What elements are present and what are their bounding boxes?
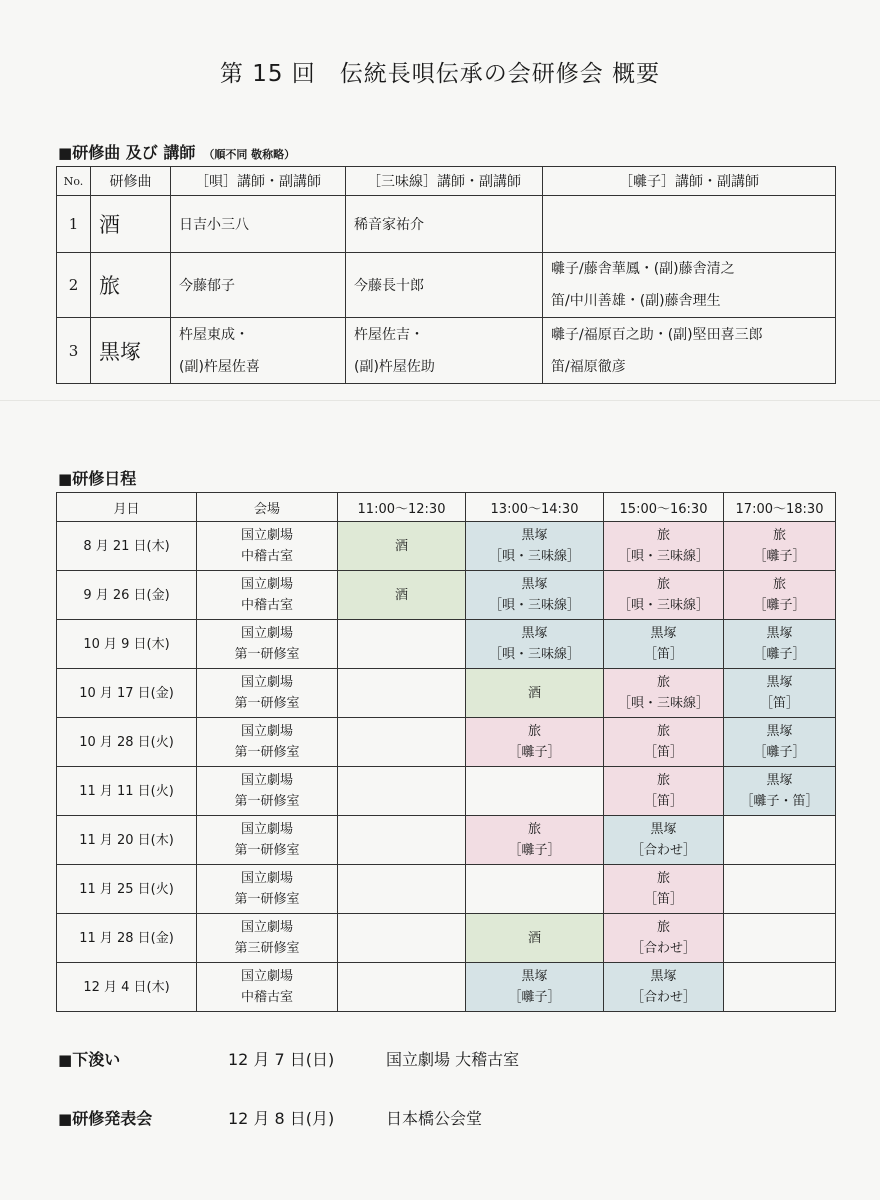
section-label: 研修日程 xyxy=(72,469,137,488)
schedule-row xyxy=(57,914,836,963)
slot-part: ［囃子］ xyxy=(508,745,561,760)
schedule-slot xyxy=(466,620,604,669)
slot-song: 旅 xyxy=(527,724,541,739)
slot-song: 旅 xyxy=(527,822,541,837)
slot-part: ［唄・三味線］ xyxy=(488,598,580,613)
hayashi-teachers xyxy=(543,196,836,253)
schedule-header xyxy=(57,493,836,522)
schedule-row xyxy=(57,571,836,620)
schedule-slot xyxy=(604,816,724,865)
row-number: 3 xyxy=(57,318,91,384)
slot-song: 黒塚 xyxy=(766,626,793,641)
shamisen-teacher-name: 今藤長十郎 xyxy=(354,278,424,294)
schedule-slot xyxy=(338,767,466,816)
schedule-slot xyxy=(724,963,836,1012)
slot-song: 酒 xyxy=(527,930,541,946)
schedule-row xyxy=(57,718,836,767)
shamisen-teachers xyxy=(346,196,543,253)
shamisen-teachers xyxy=(346,318,543,384)
venue-line: 第一研修室 xyxy=(234,794,300,809)
uta-teacher-name: 日吉小三八 xyxy=(179,217,249,233)
schedule-venue xyxy=(197,669,338,718)
uta-teachers xyxy=(171,196,346,253)
schedule-slot xyxy=(338,963,466,1012)
venue-line: 国立劇場 xyxy=(240,773,293,788)
schedule-slot xyxy=(338,718,466,767)
venue-line: 第一研修室 xyxy=(234,892,300,907)
slot-part: ［笛］ xyxy=(643,892,683,907)
slot-part: ［笛］ xyxy=(643,647,683,662)
slot-song: 旅 xyxy=(656,675,670,690)
schedule-row xyxy=(57,767,836,816)
row-number: 1 xyxy=(57,196,91,253)
slot-part: ［囃子］ xyxy=(753,549,806,564)
schedule-venue xyxy=(197,865,338,914)
schedule-slot xyxy=(604,620,724,669)
teacher-row xyxy=(57,318,836,384)
slot-song: 黒塚 xyxy=(650,626,677,641)
schedule-slot xyxy=(466,963,604,1012)
song-name: 旅 xyxy=(91,253,171,318)
schedule-slot xyxy=(724,767,836,816)
slot-song: 黒塚 xyxy=(521,528,548,543)
venue-line: 中稽古室 xyxy=(240,598,293,613)
schedule-slot xyxy=(604,571,724,620)
slot-part: ［囃子・笛］ xyxy=(740,794,819,809)
square-bullet-icon: ■ xyxy=(58,470,73,488)
header-uta: ［唄］講師・副講師 xyxy=(171,167,346,196)
schedule-venue xyxy=(197,620,338,669)
row-number: 2 xyxy=(57,253,91,318)
schedule-venue xyxy=(197,571,338,620)
header-slot-1: 11:00〜12:30 xyxy=(338,493,466,522)
slot-song: 黒塚 xyxy=(521,969,548,984)
song-name: 黒塚 xyxy=(91,318,171,384)
slot-song: 黒塚 xyxy=(521,577,548,592)
slot-song: 酒 xyxy=(394,587,408,603)
schedule-slot xyxy=(604,767,724,816)
schedule-slot xyxy=(724,865,836,914)
page-title: 第 15 回 伝統長唄伝承の会研修会 概要 xyxy=(219,61,661,87)
uta-teachers xyxy=(171,253,346,318)
schedule-venue xyxy=(197,914,338,963)
slot-song: 旅 xyxy=(772,528,786,543)
schedule-slot xyxy=(724,718,836,767)
presentation-place: 日本橋公会堂 xyxy=(386,1109,483,1128)
slot-part: ［唄・三味線］ xyxy=(617,598,709,613)
slot-part: ［笛］ xyxy=(643,794,683,809)
schedule-slot xyxy=(604,522,724,571)
teacher-table-header xyxy=(57,167,836,196)
venue-line: 国立劇場 xyxy=(240,626,293,641)
header-date: 月日 xyxy=(57,493,197,522)
presentation-line xyxy=(58,1106,482,1129)
venue-line: 第一研修室 xyxy=(234,647,300,662)
header-no: No. xyxy=(57,167,91,196)
schedule-slot xyxy=(338,620,466,669)
uta-teacher-name: (副)杵屋佐喜 xyxy=(179,358,260,375)
square-bullet-icon: ■ xyxy=(58,1051,73,1069)
venue-line: 国立劇場 xyxy=(240,528,293,543)
rehearsal-date: 12 月 7 日(日) xyxy=(228,1050,335,1069)
schedule-slot xyxy=(466,522,604,571)
venue-line: 第一研修室 xyxy=(234,843,300,858)
venue-line: 第一研修室 xyxy=(234,745,300,760)
schedule-venue xyxy=(197,767,338,816)
shamisen-teacher-name: (副)杵屋佐助 xyxy=(354,358,435,375)
slot-song: 旅 xyxy=(656,577,670,592)
venue-line: 国立劇場 xyxy=(240,675,293,690)
slot-song: 旅 xyxy=(656,920,670,935)
slot-part: ［唄・三味線］ xyxy=(617,696,709,711)
schedule-slot xyxy=(466,718,604,767)
header-slot-3: 15:00〜16:30 xyxy=(604,493,724,522)
slot-part: ［囃子］ xyxy=(753,745,806,760)
venue-line: 第三研修室 xyxy=(234,941,300,956)
schedule-slot xyxy=(724,522,836,571)
slot-song: 酒 xyxy=(527,685,541,701)
square-bullet-icon: ■ xyxy=(58,1110,73,1128)
schedule-row xyxy=(57,963,836,1012)
teacher-table xyxy=(56,166,836,384)
schedule-slot xyxy=(466,669,604,718)
schedule-date: 12 月 4 日(木) xyxy=(57,963,197,1012)
section-heading-songs xyxy=(58,140,295,163)
slot-part: ［笛］ xyxy=(643,745,683,760)
slot-part: ［囃子］ xyxy=(508,843,561,858)
rehearsal-place: 国立劇場 大稽古室 xyxy=(386,1050,520,1069)
rehearsal-line xyxy=(58,1047,519,1070)
schedule-slot xyxy=(604,963,724,1012)
schedule-slot xyxy=(466,571,604,620)
slot-part: ［合わせ］ xyxy=(630,843,696,858)
venue-line: 第一研修室 xyxy=(234,696,300,711)
schedule-slot xyxy=(724,669,836,718)
song-name: 酒 xyxy=(91,196,171,253)
schedule-slot xyxy=(604,865,724,914)
schedule-slot xyxy=(466,816,604,865)
header-slot-2: 13:00〜14:30 xyxy=(466,493,604,522)
venue-line: 国立劇場 xyxy=(240,822,293,837)
schedule-date: 11 月 20 日(木) xyxy=(57,816,197,865)
presentation-label: 研修発表会 xyxy=(72,1109,153,1128)
slot-song: 旅 xyxy=(656,528,670,543)
schedule-slot xyxy=(338,669,466,718)
schedule-row xyxy=(57,865,836,914)
venue-line: 国立劇場 xyxy=(240,871,293,886)
uta-teachers xyxy=(171,318,346,384)
slot-song: 黒塚 xyxy=(650,969,677,984)
slot-part: ［合わせ］ xyxy=(630,941,696,956)
schedule-date: 8 月 21 日(木) xyxy=(57,522,197,571)
venue-line: 国立劇場 xyxy=(240,969,293,984)
slot-song: 旅 xyxy=(656,773,670,788)
schedule-date: 10 月 28 日(火) xyxy=(57,718,197,767)
schedule-row xyxy=(57,522,836,571)
hayashi-teacher-name: 笛/中川善雄・(副)藤舎理生 xyxy=(551,293,721,309)
schedule-date: 10 月 17 日(金) xyxy=(57,669,197,718)
schedule-row xyxy=(57,669,836,718)
hayashi-teachers xyxy=(543,318,836,384)
schedule-date: 9 月 26 日(金) xyxy=(57,571,197,620)
presentation-date: 12 月 8 日(月) xyxy=(228,1109,335,1128)
section-label: 研修曲 及び 講師 xyxy=(72,143,196,162)
schedule-venue xyxy=(197,718,338,767)
slot-song: 黒塚 xyxy=(766,675,793,690)
header-slot-4: 17:00〜18:30 xyxy=(724,493,836,522)
schedule-slot xyxy=(724,620,836,669)
slot-part: ［囃子］ xyxy=(753,647,806,662)
teacher-row xyxy=(57,196,836,253)
schedule-slot xyxy=(338,865,466,914)
schedule-slot xyxy=(724,914,836,963)
hayashi-teacher-name: 笛/福原徹彦 xyxy=(551,358,626,375)
schedule-venue xyxy=(197,963,338,1012)
venue-line: 国立劇場 xyxy=(240,920,293,935)
schedule-table xyxy=(56,492,836,1012)
slot-song: 黒塚 xyxy=(766,724,793,739)
venue-line: 国立劇場 xyxy=(240,724,293,739)
header-song: 研修曲 xyxy=(91,167,171,196)
slot-part: ［唄・三味線］ xyxy=(488,647,580,662)
slot-song: 旅 xyxy=(656,871,670,886)
venue-line: 中稽古室 xyxy=(240,990,293,1005)
schedule-slot xyxy=(338,522,466,571)
section-note: （順不同 敬称略） xyxy=(203,148,296,161)
header-shamisen: ［三味線］講師・副講師 xyxy=(346,167,543,196)
schedule-slot xyxy=(338,914,466,963)
slot-song: 黒塚 xyxy=(766,773,793,788)
hayashi-teacher-name: 囃子/福原百之助・(副)堅田喜三郎 xyxy=(551,326,763,343)
hayashi-teacher-name: 囃子/藤舎華鳳・(副)藤舎清之 xyxy=(551,261,735,277)
slot-song: 旅 xyxy=(772,577,786,592)
slot-part: ［合わせ］ xyxy=(630,990,696,1005)
schedule-slot xyxy=(466,914,604,963)
shamisen-teacher-name: 稀音家祐介 xyxy=(354,217,424,233)
schedule-venue xyxy=(197,522,338,571)
paper-fold-line xyxy=(0,400,880,401)
slot-part: ［囃子］ xyxy=(753,598,806,613)
uta-teacher-name: 杵屋東成・ xyxy=(179,326,249,343)
schedule-date: 11 月 11 日(火) xyxy=(57,767,197,816)
teacher-row xyxy=(57,253,836,318)
schedule-slot xyxy=(604,914,724,963)
schedule-row xyxy=(57,816,836,865)
venue-line: 国立劇場 xyxy=(240,577,293,592)
venue-line: 中稽古室 xyxy=(240,549,293,564)
square-bullet-icon: ■ xyxy=(58,144,73,162)
slot-song: 酒 xyxy=(394,538,408,554)
schedule-venue xyxy=(197,816,338,865)
slot-part: ［囃子］ xyxy=(508,990,561,1005)
uta-teacher-name: 今藤郁子 xyxy=(179,278,235,294)
slot-song: 黒塚 xyxy=(650,822,677,837)
header-hayashi: ［囃子］講師・副講師 xyxy=(543,167,836,196)
schedule-slot xyxy=(466,767,604,816)
slot-part: ［唄・三味線］ xyxy=(488,549,580,564)
schedule-slot xyxy=(724,571,836,620)
hayashi-teachers xyxy=(543,253,836,318)
header-venue: 会場 xyxy=(197,493,338,522)
schedule-date: 11 月 28 日(金) xyxy=(57,914,197,963)
section-heading-schedule xyxy=(58,466,136,489)
schedule-slot xyxy=(338,816,466,865)
schedule-slot xyxy=(604,718,724,767)
shamisen-teachers xyxy=(346,253,543,318)
schedule-date: 11 月 25 日(火) xyxy=(57,865,197,914)
schedule-row xyxy=(57,620,836,669)
slot-part: ［唄・三味線］ xyxy=(617,549,709,564)
schedule-slot xyxy=(604,669,724,718)
schedule-slot xyxy=(724,816,836,865)
slot-song: 黒塚 xyxy=(521,626,548,641)
slot-part: ［笛］ xyxy=(759,696,799,711)
schedule-slot xyxy=(466,865,604,914)
slot-song: 旅 xyxy=(656,724,670,739)
schedule-slot xyxy=(338,571,466,620)
schedule-date: 10 月 9 日(木) xyxy=(57,620,197,669)
rehearsal-label: 下浚い xyxy=(72,1050,121,1069)
shamisen-teacher-name: 杵屋佐吉・ xyxy=(354,326,424,343)
